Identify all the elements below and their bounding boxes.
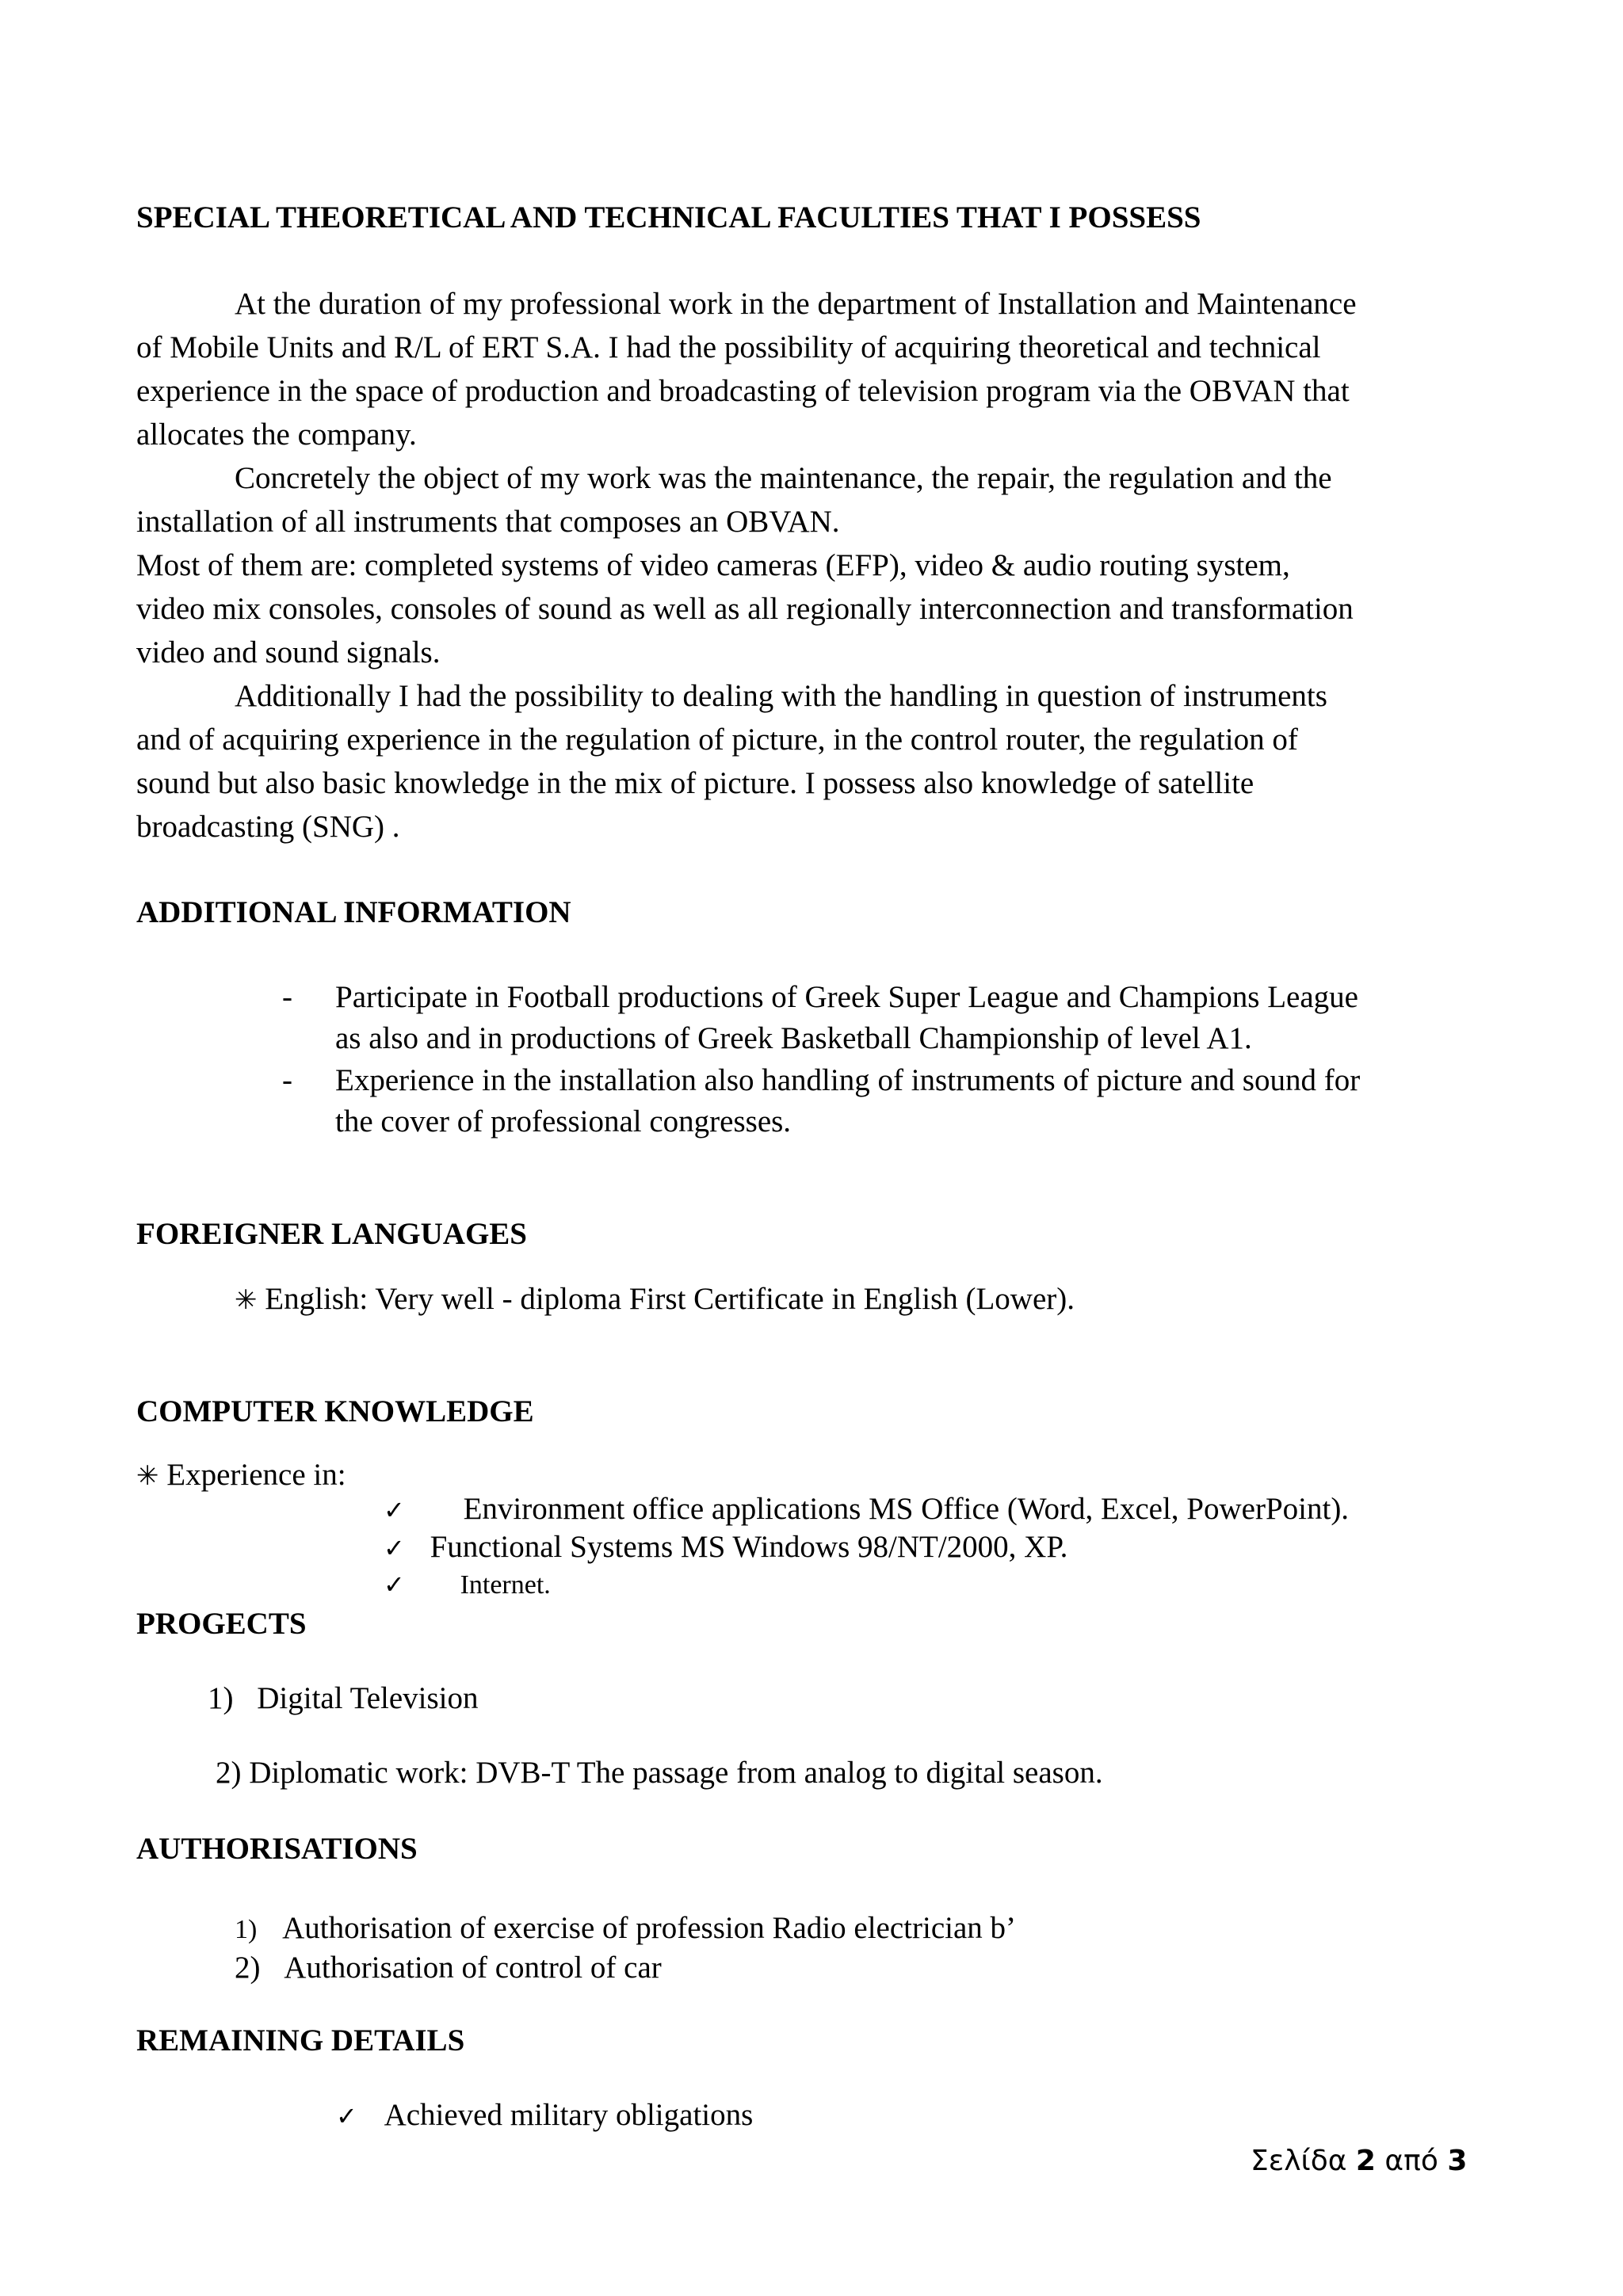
project-text: Diplomatic work: DVB-T The passage from analog to digital season. [249, 1756, 1103, 1790]
para-line: of Mobile Units and R/L of ERT S.A. I had the possibility of acquiring theoretical and technical [136, 330, 1321, 364]
heading-additional: ADDITIONAL INFORMATION [136, 895, 571, 929]
authorisation-text: Authorisation of control of car [284, 1951, 662, 1985]
checkmark-icon: ✓ [336, 2101, 357, 2131]
page-number-footer [1251, 2139, 1467, 2183]
para-line: video and sound signals. [136, 635, 441, 669]
list-number: 2) [235, 1951, 261, 1985]
para-line: At the duration of my professional work in the department of Installation and Maintenance [235, 287, 1357, 321]
computer-check-item [384, 1528, 1067, 1567]
computer-intro [136, 1453, 346, 1498]
checkmark-icon: ✓ [384, 1533, 405, 1563]
computer-intro-text: Experience in: [166, 1458, 346, 1492]
heading-computer: COMPUTER KNOWLEDGE [136, 1394, 534, 1428]
asterisk-icon: ✳ [235, 1284, 258, 1316]
list-number: 1) [235, 1915, 258, 1944]
authorisation-item [235, 1946, 662, 1989]
check-item-text: Environment office applications MS Office (Word, Excel, PowerPoint). [463, 1492, 1350, 1526]
para-line: installation of all instruments that composes an OBVAN. [136, 505, 840, 539]
para-line: video mix consoles, consoles of sound as well as all regionally interconnection and transformation [136, 592, 1354, 626]
para-line: sound but also basic knowledge in the mix of picture. I possess also knowledge of satellite [136, 766, 1254, 800]
total-pages: 3 [1447, 2145, 1468, 2177]
additional-item [282, 977, 1358, 1059]
computer-check-item [384, 1566, 551, 1604]
checkmark-icon: ✓ [384, 1495, 405, 1525]
heading-languages: FOREIGNER LANGUAGES [136, 1217, 527, 1251]
faculties-body [136, 282, 1357, 849]
check-item-text: Functional Systems MS Windows 98/NT/2000, XP. [430, 1530, 1068, 1564]
project-item [208, 1676, 479, 1720]
check-item-text: Internet. [460, 1570, 551, 1600]
para-4 [136, 674, 1357, 849]
checkmark-icon: ✓ [384, 1569, 405, 1600]
page-label: Σελίδα [1251, 2145, 1347, 2177]
para-line: allocates the company. [136, 418, 417, 452]
project-item [216, 1751, 1103, 1794]
heading-authorisations: AUTHORISATIONS [136, 1832, 418, 1866]
para-1 [136, 282, 1357, 456]
language-text: English: Very well - diploma First Certificate in English (Lower). [265, 1282, 1075, 1316]
para-line: and of acquiring experience in the regulation of picture, in the control router, the regulation of [136, 723, 1298, 757]
dash-bullet: - [282, 980, 292, 1014]
asterisk-icon: ✳ [136, 1460, 159, 1492]
list-item-line: Experience in the installation also handling of instruments of picture and sound for [335, 1063, 1361, 1097]
para-line: Most of them are: completed systems of video cameras (EFP), video & audio routing system, [136, 548, 1290, 582]
dash-bullet: - [282, 1063, 292, 1097]
list-item-line: the cover of professional congresses. [335, 1104, 792, 1138]
para-line: broadcasting (SNG) . [136, 810, 400, 844]
para-3 [136, 543, 1357, 674]
additional-item [282, 1060, 1360, 1142]
para-2 [136, 456, 1357, 543]
heading-faculties: SPECIAL THEORETICAL AND TECHNICAL FACULTIES THAT I POSSESS [136, 200, 1201, 235]
language-item [235, 1277, 1075, 1322]
heading-remaining: REMAINING DETAILS [136, 2023, 465, 2058]
list-item-line: Participate in Football productions of Greek Super League and Champions League [335, 980, 1358, 1014]
authorisation-text: Authorisation of exercise of profession Radio electrician b’ [282, 1911, 1017, 1945]
list-number: 1) [208, 1681, 234, 1715]
project-text: Digital Television [257, 1681, 479, 1715]
heading-projects: PROGECTS [136, 1607, 307, 1641]
computer-check-item [384, 1490, 1349, 1529]
list-item-line: as also and in productions of Greek Basketball Championship of level A1. [335, 1021, 1252, 1055]
current-page: 2 [1355, 2145, 1376, 2177]
list-number: 2) [216, 1756, 242, 1790]
remaining-text: Achieved military obligations [384, 2098, 754, 2132]
remaining-item [336, 2093, 753, 2138]
para-line: experience in the space of production and broadcasting of television program via the OBVAN that [136, 374, 1350, 408]
page-of-label: από [1384, 2145, 1438, 2177]
para-line: Additionally I had the possibility to dealing with the handling in question of instruments [235, 679, 1327, 713]
para-line: Concretely the object of my work was the maintenance, the repair, the regulation and the [235, 461, 1332, 495]
authorisation-item [235, 1906, 1016, 1951]
